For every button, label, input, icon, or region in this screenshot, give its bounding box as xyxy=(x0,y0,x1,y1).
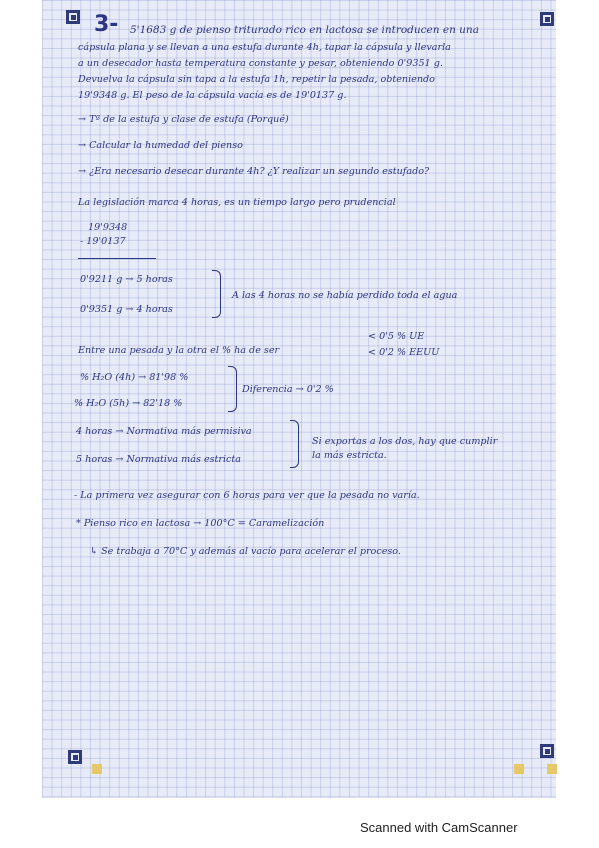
subtraction-bottom: - 19'0137 xyxy=(80,236,126,247)
humidity-difference: Diferencia → 0'2 % xyxy=(242,384,334,395)
norms-note-line: Si exportas a los dos, hay que cumplir xyxy=(312,436,498,447)
difference-intro: Entre una pesada y la otra el % ha de ser xyxy=(78,345,280,356)
difference-limit-eeuu: < 0'2 % EEUU xyxy=(368,347,440,358)
problem-line: Devuelva la cápsula sin tapa a la estufa 1h, repetir la pesada, obteniendo xyxy=(78,74,435,85)
corner-marker-icon xyxy=(540,744,554,758)
norm-5h: 5 horas → Normativa más estricta xyxy=(76,454,242,465)
humidity-4h: % H₂O (4h) → 81'98 % xyxy=(80,372,189,383)
legislation-note: La legislación marca 4 horas, es un tiempo largo pero prudencial xyxy=(78,197,396,208)
conclusion-line: ↳ Se trabaja a 70°C y además al vacío para acelerar el proceso. xyxy=(90,546,401,557)
difference-limit-ue: < 0'5 % UE xyxy=(368,331,425,342)
scan-footer: Scanned with CamScanner xyxy=(360,820,518,835)
problem-line: 5'1683 g de pienso triturado rico en lactosa se introducen en una xyxy=(130,24,479,36)
question-item: → Tª de la estufa y clase de estufa (Porqué) xyxy=(78,114,289,125)
question-item: → Calcular la humedad del pienso xyxy=(78,140,243,151)
result-line: 0'9211 g → 5 horas xyxy=(80,274,173,285)
problem-line: 19'9348 g. El peso de la cápsula vacía es de 19'0137 g. xyxy=(78,90,347,101)
result-note: A las 4 horas no se había perdido toda el agua xyxy=(232,290,458,301)
subtraction-rule xyxy=(78,258,156,259)
problem-number: 3- xyxy=(94,12,119,37)
problem-line: a un desecador hasta temperatura constante y pesar, obteniendo 0'9351 g. xyxy=(78,58,443,69)
corner-marker-icon xyxy=(540,12,554,26)
margin-dot xyxy=(92,764,102,774)
norms-note-line: la más estricta. xyxy=(312,450,387,461)
norms-brace xyxy=(290,420,299,468)
result-line: 0'9351 g → 4 horas xyxy=(80,304,173,315)
problem-line: cápsula plana y se llevan a una estufa durante 4h, tapar la cápsula y llevarla xyxy=(78,42,451,53)
result-brace xyxy=(212,270,221,318)
corner-marker-icon xyxy=(68,750,82,764)
conclusion-line: - La primera vez asegurar con 6 horas para ver que la pesada no varía. xyxy=(74,490,420,501)
margin-dot xyxy=(514,764,524,774)
question-item: → ¿Era necesario desecar durante 4h? ¿Y realizar un segundo estufado? xyxy=(78,166,430,177)
humidity-brace xyxy=(228,366,237,412)
humidity-5h: % H₂O (5h) → 82'18 % xyxy=(74,398,183,409)
subtraction-top: 19'9348 xyxy=(88,222,128,233)
notebook-page xyxy=(42,0,556,798)
conclusion-line: * Pienso rico en lactosa → 100°C = Caramelización xyxy=(76,518,325,529)
corner-marker-icon xyxy=(66,10,80,24)
norm-4h: 4 horas → Normativa más permisiva xyxy=(76,426,252,437)
margin-dot xyxy=(547,764,557,774)
